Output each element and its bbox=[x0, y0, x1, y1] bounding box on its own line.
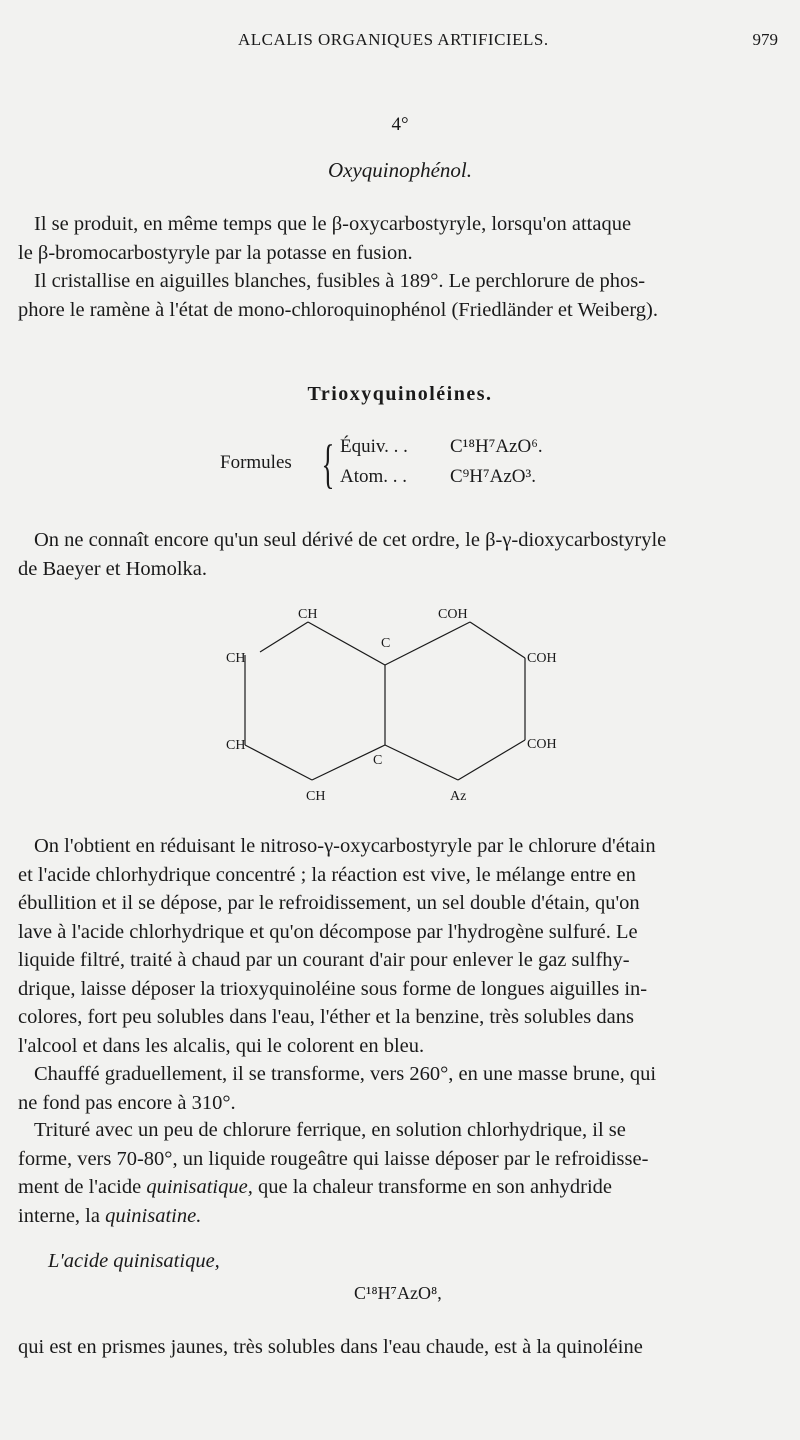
structure-diagram bbox=[200, 600, 600, 810]
text-line: forme, vers 70-80°, un liquide rougeâtre qui laisse déposer par le refroidisse- bbox=[18, 1147, 649, 1170]
text-line: de Baeyer et Homolka. bbox=[18, 557, 207, 580]
text-line: ne fond pas encore à 310°. bbox=[18, 1091, 236, 1114]
italic-term: quinisatine. bbox=[105, 1204, 202, 1227]
formula-block bbox=[220, 436, 620, 498]
text-line: On l'obtient en réduisant le nitroso-γ-oxycarbostyryle par le chlorure d'étain bbox=[34, 835, 656, 857]
text-line: et l'acide chlorhydrique concentré ; la réaction est vive, le mélange entre en bbox=[18, 863, 636, 886]
formula-row-equiv bbox=[340, 436, 543, 458]
text-line: l'alcool et dans les alcalis, qui le colorent en bleu. bbox=[18, 1034, 425, 1057]
text-line bbox=[18, 1173, 768, 1202]
paragraph-heating bbox=[18, 1060, 768, 1117]
text-line: Il cristallise en aiguilles blanches, fusibles à 189°. Le perchlorure de phos- bbox=[34, 270, 646, 292]
formula-name: Équiv. . . bbox=[340, 436, 408, 457]
running-header bbox=[0, 22, 800, 52]
atom-label: COH bbox=[527, 651, 557, 666]
formula-value: C¹⁸H⁷AzO⁶. bbox=[450, 436, 543, 457]
text-line: ébullition et il se dépose, par le refroidissement, un sel double d'étain, qu'on bbox=[18, 892, 640, 914]
formula-label: Formules bbox=[220, 452, 292, 473]
formula-value: C⁹H⁷AzO³. bbox=[450, 466, 536, 487]
paragraph-oxyquinophenol bbox=[18, 210, 768, 324]
atom-label: C bbox=[373, 753, 383, 768]
header-title: ALCALIS ORGANIQUES ARTIFICIELS. bbox=[238, 30, 549, 49]
atom-label: CH bbox=[298, 607, 318, 622]
atom-label: Az bbox=[450, 789, 467, 804]
atom-label: CH bbox=[226, 738, 246, 753]
text-line: drique, laisse déposer la trioxyquinoléine sous forme de longues aiguilles in- bbox=[18, 977, 648, 1000]
text-line: Il se produit, en même temps que le β-oxycarbostyryle, lorsqu'on attaque bbox=[34, 213, 632, 235]
atom-label: CH bbox=[226, 651, 246, 666]
text-run: que la chaleur transforme en son anhydride bbox=[252, 1176, 613, 1198]
section-heading: Trioxyquinoléines. bbox=[307, 383, 493, 405]
text-line: lave à l'acide chlorhydrique et qu'on décompose par l'hydrogène sulfuré. Le bbox=[18, 920, 638, 943]
brace-symbol: { bbox=[321, 434, 335, 494]
paragraph-ferric-chloride bbox=[18, 1116, 768, 1230]
text-line: Chauffé graduellement, il se transforme, vers 260°, en une masse brune, qui bbox=[34, 1063, 657, 1085]
paragraph-preparation bbox=[18, 832, 768, 1060]
acid-formula: C¹⁸H⁷AzO⁸, bbox=[354, 1283, 442, 1303]
formula-row-atom bbox=[340, 466, 536, 488]
page-number: 979 bbox=[752, 30, 778, 49]
text-line: Trituré avec un peu de chlorure ferrique, en solution chlorhydrique, il se bbox=[34, 1119, 626, 1141]
structural-formula bbox=[200, 600, 600, 810]
atom-label: CH bbox=[306, 789, 326, 804]
text-line: liquide filtré, traité à chaud par un courant d'air pour enlever le gaz sulfhy- bbox=[18, 949, 630, 971]
text-line: colores, fort peu solubles dans l'eau, l'éther et la benzine, très solubles dans bbox=[18, 1006, 634, 1028]
paragraph-intro bbox=[18, 526, 768, 583]
section-title: Oxyquinophénol. bbox=[327, 158, 473, 182]
italic-term: quinisatique, bbox=[146, 1176, 253, 1198]
acid-label: L'acide quinisatique, bbox=[48, 1250, 220, 1272]
section-number: 4° bbox=[391, 114, 409, 135]
text-run: ment de l'acide bbox=[18, 1176, 147, 1198]
text-line: On ne connaît encore qu'un seul dérivé de cet ordre, le β-γ-dioxycarbostyryle bbox=[34, 529, 667, 551]
text-line: phore le ramène à l'état de mono-chloroquinophénol (Friedländer et Weiberg). bbox=[18, 298, 658, 321]
formula-name: Atom. . . bbox=[340, 466, 408, 487]
text-line: qui est en prismes jaunes, très solubles dans l'eau chaude, est à la quinoléine bbox=[18, 1336, 643, 1358]
text-line: le β-bromocarbostyryle par la potasse en fusion. bbox=[18, 241, 413, 264]
text-line bbox=[18, 1202, 768, 1231]
atom-label: C bbox=[381, 636, 391, 651]
text-run: interne, la bbox=[18, 1204, 106, 1227]
atom-label: COH bbox=[527, 737, 557, 752]
atom-label: COH bbox=[438, 607, 468, 622]
